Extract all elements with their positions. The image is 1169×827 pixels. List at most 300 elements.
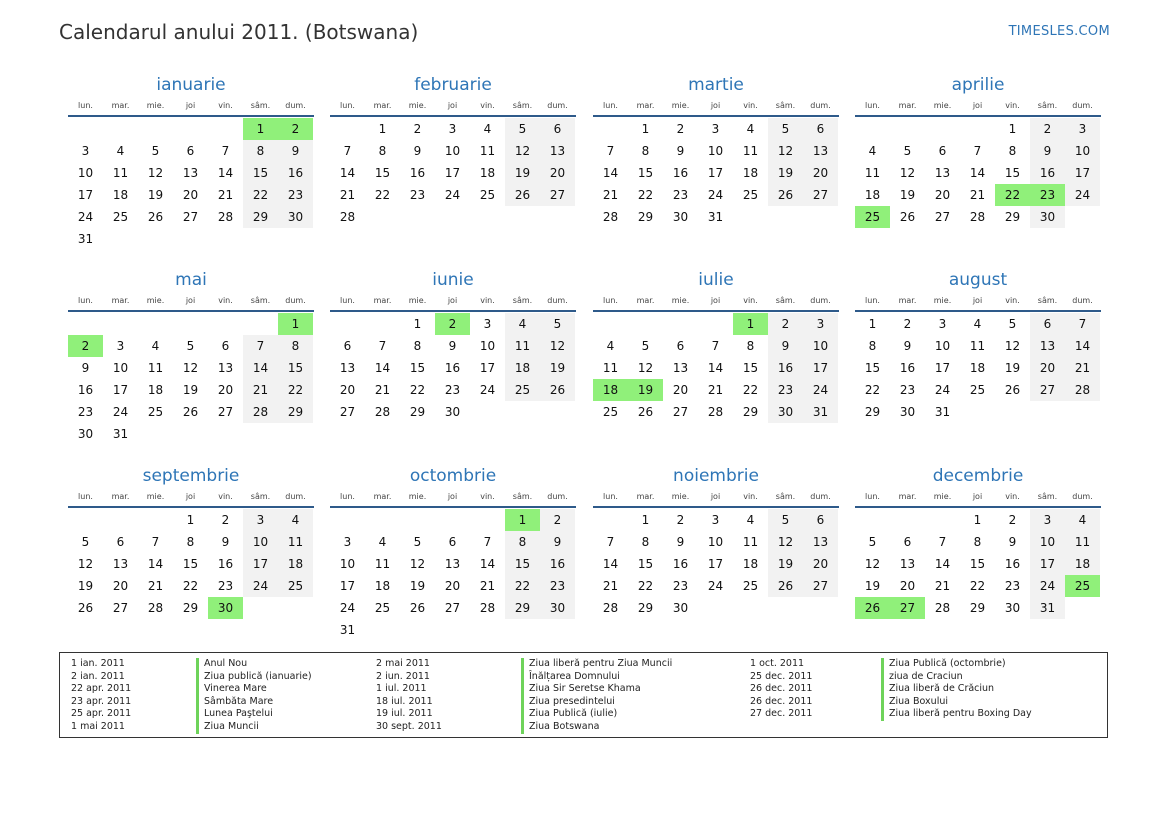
day-cell: 7 (151, 535, 160, 549)
day-cell: 12 (768, 140, 803, 162)
weekday-label: lun. (603, 296, 618, 305)
empty-cell (890, 509, 925, 531)
day-cell: 17 (77, 188, 94, 202)
month-mai (68, 269, 314, 445)
day-cell: 1 (378, 122, 387, 136)
day-cell: 30 (278, 206, 313, 228)
day-cell: 15 (969, 557, 986, 571)
weekday-label: dum. (547, 492, 568, 501)
day-cell: 22 (182, 579, 199, 593)
day-cell: 14 (374, 361, 391, 375)
day-cell: 23 (672, 579, 689, 593)
day-cell: 23 (1030, 184, 1065, 206)
day-cell: 25 (602, 405, 619, 419)
day-cell: 13 (672, 361, 689, 375)
day-cell: 20 (182, 188, 199, 202)
weekday-label: sâm. (775, 492, 796, 501)
legend-holiday-name: Ziua Botswana (521, 721, 672, 734)
day-cell: 18 (742, 166, 759, 180)
weekday-label: mie. (933, 101, 952, 110)
legend-date: 30 sept. 2011 (376, 720, 442, 732)
weekday-header (593, 97, 839, 117)
day-grid (68, 313, 314, 445)
day-cell: 8 (413, 339, 422, 353)
day-cell: 5 (641, 339, 650, 353)
day-cell: 9 (278, 140, 313, 162)
weekday-label: mie. (671, 296, 690, 305)
holiday-legend (59, 652, 1108, 738)
day-cell: 25 (479, 188, 496, 202)
day-cell: 4 (483, 122, 492, 136)
empty-cell (103, 118, 138, 140)
weekday-label: mar. (373, 101, 392, 110)
day-cell: 31 (707, 210, 724, 224)
day-cell: 5 (151, 144, 160, 158)
day-cell: 5 (186, 339, 195, 353)
weekday-header (855, 292, 1101, 312)
day-cell: 25 (374, 601, 391, 615)
day-cell: 19 (864, 579, 881, 593)
legend-dates-col1 (71, 658, 131, 734)
day-cell: 21 (217, 188, 234, 202)
day-cell: 26 (768, 184, 803, 206)
legend-date: 23 apr. 2011 (71, 695, 132, 707)
legend-date: 26 dec. 2011 (750, 683, 813, 695)
day-cell: 9 (413, 144, 422, 158)
weekday-label: lun. (865, 492, 880, 501)
day-cell: 19 (409, 579, 426, 593)
day-cell: 14 (602, 166, 619, 180)
day-cell: 26 (855, 597, 890, 619)
day-cell: 10 (479, 339, 496, 353)
day-cell: 23 (672, 188, 689, 202)
day-cell: 22 (505, 575, 540, 597)
day-cell: 4 (278, 509, 313, 531)
day-grid (68, 509, 314, 619)
weekday-label: joi (447, 296, 458, 305)
day-cell: 2 (676, 122, 685, 136)
month-septembrie (68, 465, 314, 619)
day-cell: 20 (540, 162, 575, 184)
day-cell: 6 (676, 339, 685, 353)
day-cell: 28 (147, 601, 164, 615)
weekday-label: sâm. (775, 296, 796, 305)
legend-date: 1 iul. 2011 (376, 683, 427, 695)
day-cell: 21 (602, 579, 619, 593)
day-cell: 18 (147, 383, 164, 397)
day-cell: 12 (1004, 339, 1021, 353)
day-cell: 7 (378, 339, 387, 353)
day-cell: 28 (602, 210, 619, 224)
day-cell: 6 (903, 535, 912, 549)
weekday-label: vin. (480, 101, 495, 110)
weekday-label: sâm. (1037, 296, 1058, 305)
weekday-header (68, 97, 314, 117)
day-cell: 11 (112, 166, 129, 180)
day-cell: 29 (182, 601, 199, 615)
day-cell: 13 (540, 140, 575, 162)
page-title: Calendarul anului 2011. (Botswana) (59, 20, 419, 44)
day-cell: 21 (339, 188, 356, 202)
day-cell: 14 (602, 557, 619, 571)
weekday-label: joi (972, 492, 983, 501)
day-cell: 1 (641, 513, 650, 527)
legend-dates-col2 (376, 658, 442, 734)
day-cell: 16 (444, 361, 461, 375)
weekday-header (593, 292, 839, 312)
weekday-header (593, 488, 839, 508)
day-cell: 20 (444, 579, 461, 593)
day-cell: 15 (637, 557, 654, 571)
day-cell: 16 (672, 557, 689, 571)
day-cell: 9 (676, 535, 685, 549)
day-cell: 14 (707, 361, 724, 375)
day-cell: 6 (221, 339, 230, 353)
day-cell: 3 (243, 509, 278, 531)
legend-holiday-name: Vinerea Mare (196, 683, 312, 696)
day-cell: 28 (374, 405, 391, 419)
day-cell: 2 (768, 313, 803, 335)
day-cell: 28 (602, 601, 619, 615)
day-cell: 27 (444, 601, 461, 615)
empty-cell (208, 118, 243, 140)
weekday-label: mar. (373, 492, 392, 501)
brand-link[interactable]: TIMESLES.COM (1008, 24, 1110, 39)
month-ianuarie (68, 74, 314, 250)
weekday-label: vin. (218, 492, 233, 501)
day-cell: 25 (112, 210, 129, 224)
day-cell: 18 (278, 553, 313, 575)
weekday-label: lun. (78, 296, 93, 305)
day-cell: 4 (868, 144, 877, 158)
day-grid (330, 118, 576, 228)
day-cell: 17 (707, 557, 724, 571)
empty-cell (330, 509, 365, 531)
month-aprilie (855, 74, 1101, 228)
day-cell: 13 (217, 361, 234, 375)
day-cell: 10 (243, 531, 278, 553)
empty-cell (960, 118, 995, 140)
day-cell: 27 (890, 597, 925, 619)
weekday-label: dum. (285, 492, 306, 501)
month-title: noiembrie (673, 466, 759, 486)
weekday-label: lun. (78, 492, 93, 501)
day-cell: 17 (934, 361, 951, 375)
day-cell: 30 (672, 601, 689, 615)
weekday-label: vin. (480, 296, 495, 305)
weekday-label: lun. (78, 101, 93, 110)
day-cell: 21 (934, 579, 951, 593)
day-cell: 19 (768, 162, 803, 184)
empty-cell (138, 118, 173, 140)
weekday-label: joi (185, 101, 196, 110)
weekday-label: mie. (146, 492, 165, 501)
weekday-label: sâm. (512, 492, 533, 501)
day-cell: 16 (217, 557, 234, 571)
weekday-label: mie. (408, 296, 427, 305)
weekday-label: mie. (146, 101, 165, 110)
legend-date: 2 mai 2011 (376, 658, 430, 669)
day-cell: 6 (803, 509, 838, 531)
day-cell: 1 (973, 513, 982, 527)
day-grid (593, 118, 839, 228)
day-cell: 1 (278, 313, 313, 335)
empty-cell (400, 509, 435, 531)
day-cell: 14 (479, 557, 496, 571)
day-cell: 17 (339, 579, 356, 593)
day-cell: 29 (243, 206, 278, 228)
day-cell: 15 (637, 166, 654, 180)
day-cell: 26 (182, 405, 199, 419)
legend-holiday-name: Lunea Paştelui (196, 708, 312, 721)
weekday-label: mar. (111, 101, 130, 110)
empty-cell (173, 313, 208, 335)
day-cell: 25 (278, 575, 313, 597)
day-cell: 20 (217, 383, 234, 397)
weekday-label: sâm. (775, 101, 796, 110)
day-cell: 26 (505, 184, 540, 206)
day-cell: 13 (112, 557, 129, 571)
empty-cell (365, 509, 400, 531)
day-cell: 23 (409, 188, 426, 202)
weekday-label: joi (710, 101, 721, 110)
weekday-label: joi (972, 101, 983, 110)
day-cell: 20 (803, 162, 838, 184)
day-cell: 7 (343, 144, 352, 158)
day-cell: 16 (409, 166, 426, 180)
day-cell: 18 (1065, 553, 1100, 575)
month-title: iulie (698, 270, 734, 290)
day-cell: 27 (540, 184, 575, 206)
day-cell: 19 (182, 383, 199, 397)
day-cell: 22 (278, 379, 313, 401)
legend-date: 27 dec. 2011 (750, 708, 813, 720)
day-grid (593, 509, 839, 619)
day-cell: 8 (868, 339, 877, 353)
day-cell: 25 (742, 188, 759, 202)
day-cell: 24 (112, 405, 129, 419)
day-cell: 17 (707, 166, 724, 180)
day-cell: 11 (742, 535, 759, 549)
day-cell: 9 (903, 339, 912, 353)
day-cell: 4 (1065, 509, 1100, 531)
day-cell: 23 (278, 184, 313, 206)
day-cell: 7 (606, 535, 615, 549)
day-cell: 1 (243, 118, 278, 140)
day-cell: 15 (864, 361, 881, 375)
legend-date: 22 apr. 2011 (71, 683, 132, 695)
day-cell: 16 (899, 361, 916, 375)
day-cell: 20 (339, 383, 356, 397)
day-cell: 22 (637, 579, 654, 593)
day-cell: 7 (606, 144, 615, 158)
day-cell: 16 (278, 162, 313, 184)
day-cell: 4 (505, 313, 540, 335)
day-cell: 11 (479, 144, 496, 158)
legend-date: 1 mai 2011 (71, 720, 125, 732)
day-cell: 8 (641, 535, 650, 549)
day-cell: 24 (1065, 184, 1100, 206)
weekday-header (855, 488, 1101, 508)
month-iulie (593, 269, 839, 423)
day-cell: 10 (803, 335, 838, 357)
day-cell: 7 (1065, 313, 1100, 335)
day-grid (68, 118, 314, 250)
day-cell: 19 (768, 553, 803, 575)
day-cell: 29 (1004, 210, 1021, 224)
day-cell: 24 (707, 579, 724, 593)
weekday-label: mie. (671, 492, 690, 501)
day-cell: 15 (742, 361, 759, 375)
day-grid (330, 509, 576, 641)
day-cell: 2 (540, 509, 575, 531)
day-cell: 24 (934, 383, 951, 397)
day-cell: 1 (868, 317, 877, 331)
day-cell: 17 (444, 166, 461, 180)
empty-cell (68, 118, 103, 140)
day-cell: 24 (1030, 575, 1065, 597)
legend-holiday-name: Ziua presedintelui (521, 696, 672, 709)
day-cell: 24 (77, 210, 94, 224)
legend-holiday-name: Ziua publică (ianuarie) (196, 671, 312, 684)
weekday-label: mar. (636, 101, 655, 110)
day-cell: 3 (81, 144, 90, 158)
weekday-label: vin. (743, 492, 758, 501)
day-cell: 30 (77, 427, 94, 441)
day-cell: 28 (479, 601, 496, 615)
day-cell: 28 (217, 210, 234, 224)
day-cell: 11 (374, 557, 391, 571)
day-cell: 10 (934, 339, 951, 353)
month-februarie (330, 74, 576, 228)
day-cell: 10 (112, 361, 129, 375)
weekday-label: joi (447, 492, 458, 501)
day-grid (855, 313, 1101, 423)
weekday-label: joi (447, 101, 458, 110)
day-cell: 13 (899, 557, 916, 571)
month-title: iunie (432, 270, 474, 290)
day-grid (855, 509, 1101, 619)
empty-cell (593, 313, 628, 335)
empty-cell (138, 313, 173, 335)
day-cell: 2 (435, 313, 470, 335)
day-cell: 17 (243, 553, 278, 575)
day-cell: 15 (1004, 166, 1021, 180)
day-cell: 30 (768, 401, 803, 423)
day-cell: 9 (1030, 140, 1065, 162)
month-title: august (948, 270, 1008, 290)
day-cell: 17 (1065, 162, 1100, 184)
day-cell: 3 (803, 313, 838, 335)
weekday-label: mar. (636, 492, 655, 501)
weekday-label: lun. (340, 101, 355, 110)
legend-holiday-name: ziua de Craciun (881, 671, 1032, 684)
day-cell: 8 (505, 531, 540, 553)
day-cell: 27 (182, 210, 199, 224)
day-cell: 19 (1004, 361, 1021, 375)
day-cell: 10 (1030, 531, 1065, 553)
day-cell: 16 (768, 357, 803, 379)
legend-holiday-name: Ziua liberă pentru Boxing Day (881, 708, 1032, 721)
weekday-label: joi (710, 492, 721, 501)
day-cell: 29 (278, 401, 313, 423)
weekday-label: vin. (1005, 492, 1020, 501)
empty-cell (593, 118, 628, 140)
day-cell: 11 (602, 361, 619, 375)
day-cell: 29 (969, 601, 986, 615)
day-cell: 29 (637, 210, 654, 224)
weekday-label: vin. (218, 296, 233, 305)
day-cell: 28 (339, 210, 356, 224)
day-cell: 8 (243, 140, 278, 162)
empty-cell (855, 509, 890, 531)
weekday-label: joi (185, 492, 196, 501)
legend-dates-col3 (750, 658, 812, 721)
day-cell: 4 (973, 317, 982, 331)
day-cell: 27 (1030, 379, 1065, 401)
day-cell: 23 (217, 579, 234, 593)
day-cell: 26 (540, 379, 575, 401)
day-cell: 13 (339, 361, 356, 375)
empty-cell (435, 509, 470, 531)
day-cell: 28 (969, 210, 986, 224)
day-cell: 5 (868, 535, 877, 549)
day-cell: 28 (707, 405, 724, 419)
day-cell: 9 (1008, 535, 1017, 549)
day-cell: 8 (378, 144, 387, 158)
legend-holiday-name: Ziua Publică (iulie) (521, 708, 672, 721)
day-cell: 2 (278, 118, 313, 140)
weekday-header (330, 292, 576, 312)
month-title: aprilie (951, 75, 1005, 95)
day-cell: 20 (803, 553, 838, 575)
day-cell: 19 (899, 188, 916, 202)
legend-date: 1 ian. 2011 (71, 658, 125, 669)
day-grid (855, 118, 1101, 228)
day-cell: 11 (969, 339, 986, 353)
day-cell: 26 (768, 575, 803, 597)
day-cell: 6 (938, 144, 947, 158)
day-cell: 16 (1030, 162, 1065, 184)
legend-holiday-name: Ziua liberă de Crăciun (881, 683, 1032, 696)
weekday-label: dum. (1072, 296, 1093, 305)
day-cell: 11 (864, 166, 881, 180)
day-cell: 16 (540, 553, 575, 575)
month-title: octombrie (409, 466, 497, 486)
day-cell: 9 (448, 339, 457, 353)
month-noiembrie (593, 465, 839, 619)
month-title: februarie (414, 75, 492, 95)
weekday-label: joi (710, 296, 721, 305)
day-cell: 8 (641, 144, 650, 158)
day-cell: 8 (746, 339, 755, 353)
day-cell: 31 (77, 232, 94, 246)
day-cell: 23 (1004, 579, 1021, 593)
day-cell: 22 (409, 383, 426, 397)
day-cell: 12 (182, 361, 199, 375)
weekday-label: dum. (810, 101, 831, 110)
day-cell: 21 (243, 379, 278, 401)
day-cell: 1 (1008, 122, 1017, 136)
day-cell: 14 (339, 166, 356, 180)
weekday-header (330, 97, 576, 117)
weekday-label: sâm. (250, 296, 271, 305)
day-cell: 3 (938, 317, 947, 331)
weekday-label: sâm. (512, 296, 533, 305)
weekday-label: joi (972, 296, 983, 305)
day-cell: 17 (803, 357, 838, 379)
weekday-label: dum. (285, 101, 306, 110)
